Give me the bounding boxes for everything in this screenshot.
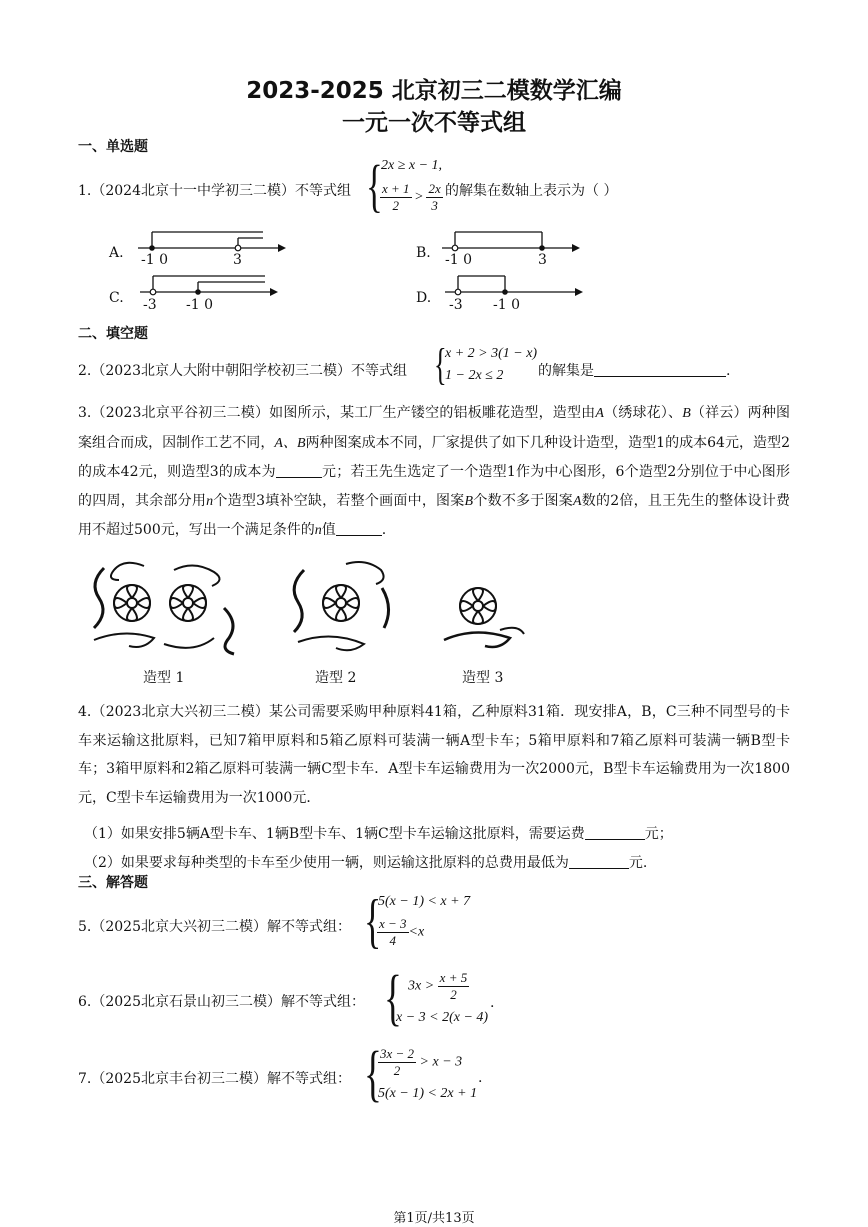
q1-prefix: 1.（2024北京十一中学初三二模）不等式组 (78, 183, 351, 199)
q7-prefix: 7.（2025北京丰台初三二模）解不等式组： (78, 1071, 351, 1087)
q4-sub-2: （2）如果要求每种类型的卡车至少使用一辆，则运输这批原料的总费用最低为 元. (84, 855, 648, 871)
q6-brace: { (384, 964, 402, 1032)
shape-2-figure (286, 558, 396, 658)
shape-2-caption: 造型 2 (315, 670, 357, 686)
q1-option-c-number-line (140, 272, 310, 312)
q1-option-c-tick-neg3: -3 (143, 297, 157, 313)
q4-blank-1[interactable] (585, 825, 645, 840)
section-heading-solve: 三、解答题 (78, 875, 148, 891)
q1-frac-2: $\frac{2x}{3}$ (428, 181, 441, 213)
q1-option-b-tick-3: 3 (538, 252, 547, 268)
shape-1-caption: 造型 1 (143, 670, 185, 686)
q1-option-c-ticks: -1 0 (186, 297, 213, 313)
q1-option-d-ticks: -1 0 (493, 297, 520, 313)
q2-brace: { (434, 340, 447, 389)
q1-option-d-number-line (445, 272, 615, 312)
q5-frac: $\frac{x - 3}{4}$ (379, 916, 407, 948)
shape-3-caption: 造型 3 (462, 670, 504, 686)
q1-option-c-label[interactable]: C. (109, 290, 124, 306)
title-line-1: 2023-2025 北京初三二模数学汇编 (246, 78, 622, 104)
q4-paragraph: 4.（2023北京大兴初三二模）某公司需要采购甲种原料41箱，乙种原料31箱．现安排A，B，C三种不同型号的卡车来运输这批原料，已知7箱甲原料和5箱乙原料可装满一辆A型卡车；5箱甲原料和7箱乙原料可装满一辆B型卡车；3箱甲原料和2箱乙原料可装满一辆C型卡车．A型卡车运输费用为一次2000元，B型卡车运输费用为一次1800元，C型卡车运输费用为一次1000元． (78, 704, 790, 806)
q1-option-a-tick-3: 3 (233, 252, 242, 268)
section-heading-single-choice: 一、单选题 (78, 139, 148, 155)
q5-line-2: $\frac{x - 3}{4}$ <x (379, 916, 425, 948)
q5-line-1: 5(x − 1) < x + 7 (378, 894, 471, 909)
q1-brace: { (366, 153, 383, 218)
q3-paragraph: 3.（2023北京平谷初三二模）如图所示，某工厂生产镂空的铝板雕花造型，造型由A（绣球花）、B（祥云）两种图案组合而成，因制作工艺不同，A、B两种图案成本不同，厂家提供了如下几种设计造型，造型1的成本64元，造型2的成本42元，则造型3的成本为 元；若王先生选定了一个造型1作为中心图形，6个造型2分别位于中心图形的四周，其余部分用n个造型3填补空缺，若整个画面中，图案B个数不多于图案A数的2倍，且王先生的整体设计费用不超过500元，写出一个满足条件的n值 . (78, 405, 791, 538)
page-footer: 第1页/共13页 (393, 1211, 475, 1226)
q6-prefix: 6.（2025北京石景山初三二模）解不等式组： (78, 994, 365, 1010)
q1-option-d-label[interactable]: D. (416, 290, 432, 306)
q7-brace: { (364, 1040, 382, 1108)
q1-option-b-label[interactable]: B. (416, 245, 431, 261)
q1-option-b-ticks: -1 0 (445, 252, 472, 268)
q1-sys-line-1: 2x ≥ x − 1, (381, 158, 443, 173)
q1-option-d-tick-neg3: -3 (449, 297, 463, 313)
q1-sys-line-2: $\frac{x + 1}{2}$ > $\frac{2x}{3}$ (382, 181, 441, 213)
title-line-2: 一元一次不等式组 (342, 110, 526, 136)
q5-prefix: 5.（2025北京大兴初三二模）解不等式组： (78, 919, 351, 935)
q6-line-2: x − 3 < 2(x − 4) (396, 1010, 489, 1025)
q4-blank-2[interactable] (569, 854, 629, 869)
q7-line-2: 5(x − 1) < 2x + 1 (378, 1086, 478, 1101)
q2-sys-line-2: 1 − 2x ≤ 2 (445, 368, 504, 383)
q2-suffix: 的解集是 . (538, 363, 731, 379)
q7-line-1: $\frac{3x - 2}{2}$ > x − 3 (380, 1046, 463, 1078)
q6-frac: $\frac{x + 5}{2}$ (439, 970, 468, 1002)
q4-sub-1: （1）如果安排5辆A型卡车、1辆B型卡车、1辆C型卡车运输这批原料，需要运费 元； (84, 826, 673, 842)
q3-blank-2[interactable] (336, 521, 382, 536)
q6-line-1: 3x > $\frac{x + 5}{2}$ (408, 970, 468, 1002)
section-heading-fill-blank: 二、填空题 (78, 326, 148, 342)
q7-end: . (478, 1070, 483, 1086)
q1-frac-1: $\frac{x + 1}{2}$ (382, 181, 410, 213)
q1-suffix: 的解集在数轴上表示为（ ） (445, 183, 618, 199)
q7-frac: $\frac{3x - 2}{2}$ (380, 1046, 415, 1078)
q6-end: . (490, 995, 495, 1011)
q2-answer-blank[interactable] (594, 362, 726, 377)
shape-3-figure (440, 568, 530, 668)
q2-sys-line-1: x + 2 > 3(1 − x) (445, 346, 538, 361)
q5-brace: { (364, 888, 382, 954)
q3-blank-1[interactable] (276, 463, 322, 478)
shape-1-figure (84, 558, 244, 658)
q1-option-a-label[interactable]: A. (109, 245, 124, 261)
q1-option-a-ticks: -1 0 (141, 252, 168, 268)
q2-prefix: 2.（2023北京人大附中朝阳学校初三二模）不等式组 (78, 363, 407, 379)
